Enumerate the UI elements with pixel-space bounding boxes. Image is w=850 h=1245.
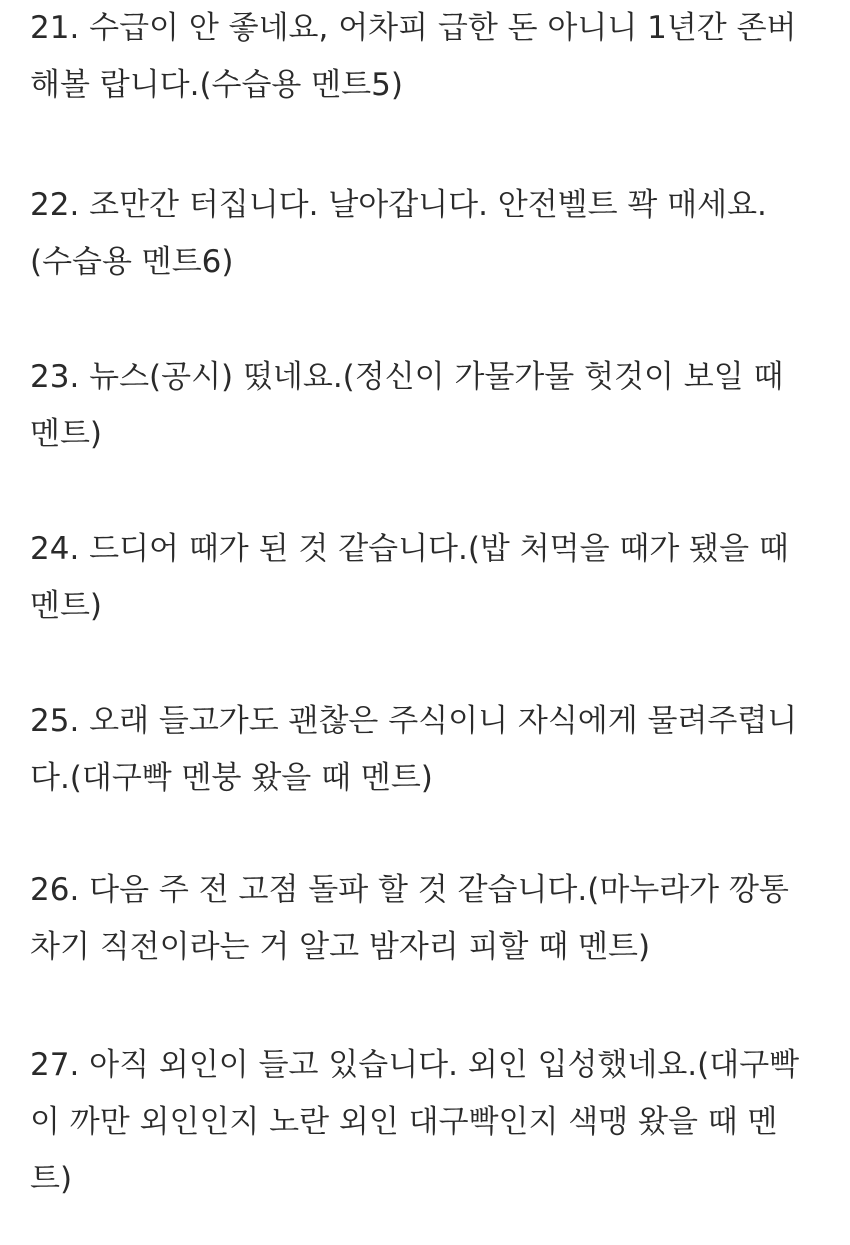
list-item-27: 27. 아직 외인이 들고 있습니다. 외인 입성했네요.(대구빡 이 까만 외인인지 노란 외인 대구빡인지 색맹 왔을 때 멘 트)	[30, 1047, 800, 1197]
list-item-25: 25. 오래 들고가도 괜찮은 주식이니 자식에게 물려주렵니 다.(대구빡 멘붕 왔을 때 멘트)	[30, 703, 798, 796]
list-item-23: 23. 뉴스(공시) 떴네요.(정신이 가물가물 헛것이 보일 때 멘트)	[30, 359, 784, 452]
list-item-22: 22. 조만간 터집니다. 날아갑니다. 안전벨트 꽉 매세요. (수습용 멘트6)	[30, 187, 767, 280]
list-item-21: 21. 수급이 안 좋네요, 어차피 급한 돈 아니니 1년간 존버 해볼 랍니다.(수습용 멘트5)	[30, 10, 797, 103]
list-item-26: 26. 다음 주 전 고점 돌파 할 것 같습니다.(마누라가 깡통 차기 직전이라는 거 알고 밤자리 피할 때 멘트)	[30, 872, 789, 965]
list-item-24: 24. 드디어 때가 된 것 같습니다.(밥 처먹을 때가 됐을 때 멘트)	[30, 531, 789, 624]
